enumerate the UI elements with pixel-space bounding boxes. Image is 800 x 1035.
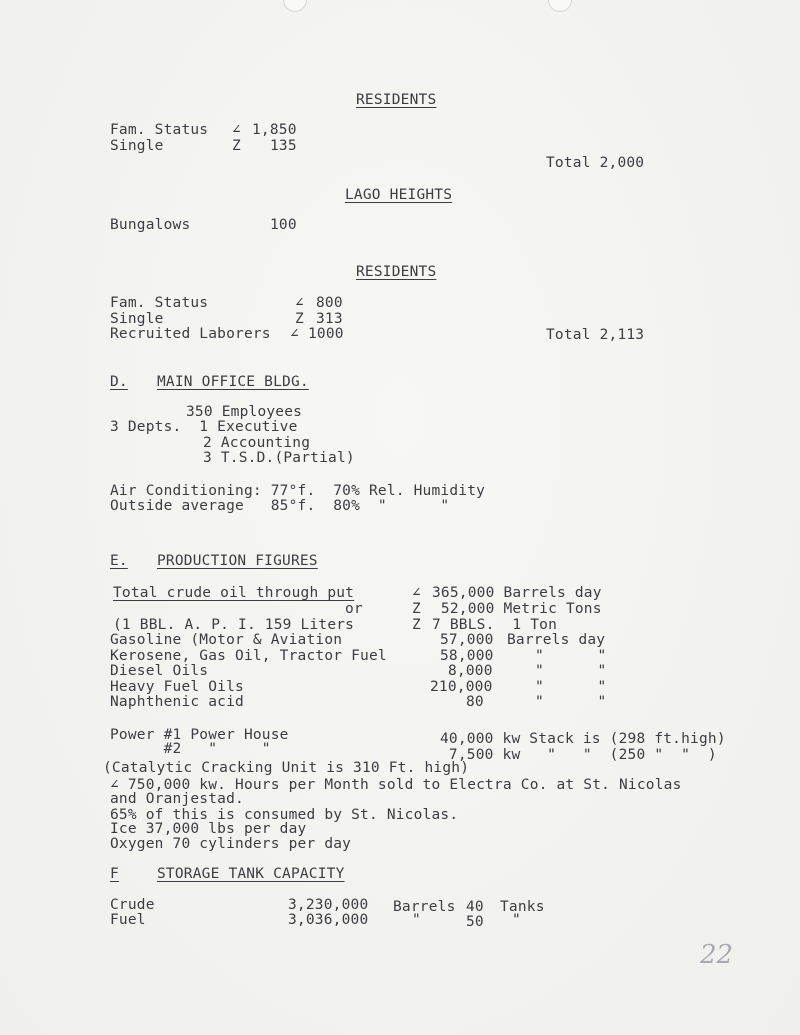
outside-average-line: Outside average 85°f. 80% " " [110, 498, 450, 514]
product-value: 80 [466, 694, 484, 710]
bbl-label: (1 BBL. A. P. I. 159 Liters [113, 617, 355, 633]
residents-row-mark: ∠ [232, 122, 241, 138]
production-mark: Z [412, 617, 421, 633]
residents-row-label: Fam. Status [110, 295, 209, 311]
production-mark: ∠ [412, 585, 421, 601]
section-d-heading: MAIN OFFICE BLDG. [157, 374, 309, 390]
residents-row-value: 313 [316, 311, 343, 327]
residents-row-value: 1,850 [252, 122, 297, 138]
throughput-label: Total crude oil through put [113, 585, 355, 601]
section-e-letter: E. [110, 553, 128, 569]
punch-hole [548, 0, 572, 12]
product-unit: " " [535, 648, 607, 664]
production-note: ∠ 750,000 kw. Hours per Month sold to Electra Co. at St. Nicolas [110, 777, 682, 793]
office-line: 2 Accounting [203, 435, 311, 451]
storage-unit: Barrels [393, 899, 456, 915]
storage-value: 3,230,000 [288, 897, 369, 913]
office-line: 3 Depts. 1 Executive [110, 419, 298, 435]
residents-row-mark: Z [295, 311, 304, 327]
bungalows-value: 100 [270, 217, 297, 233]
storage-name: Fuel [110, 912, 146, 928]
residents-total: Total 2,113 [546, 327, 645, 343]
storage-count: 40 [466, 899, 484, 915]
power-value: 7,500 kw " " (250 " " ) [440, 747, 717, 763]
handwritten-page-number: 22 [700, 940, 734, 970]
residents-total: Total 2,000 [546, 155, 645, 171]
production-note: and Oranjestad. [110, 791, 244, 807]
office-line: 350 Employees [186, 404, 303, 420]
production-line: 52,000 Metric Tons [432, 601, 602, 617]
product-name: Kerosene, Gas Oil, Tractor Fuel [110, 648, 387, 664]
section-d-letter: D. [110, 374, 128, 390]
residents-row-mark: Z [232, 138, 241, 154]
section-f-heading: STORAGE TANK CAPACITY [157, 866, 345, 882]
product-name: Diesel Oils [110, 663, 209, 679]
residents-row-mark: ∠ [290, 326, 299, 342]
residents-row-label: Single [110, 311, 164, 327]
product-value: 210,000 [430, 679, 493, 695]
product-value: 58,000 [440, 648, 494, 664]
product-unit: " " [535, 694, 607, 710]
office-line: 3 T.S.D.(Partial) [203, 450, 355, 466]
power-label: #2 " " [110, 741, 271, 757]
bungalows-label: Bungalows [110, 217, 191, 233]
product-name: Heavy Fuel Oils [110, 679, 244, 695]
production-note: (Catalytic Cracking Unit is 310 Ft. high) [103, 760, 470, 776]
power-value: 40,000 kw Stack is (298 ft.high) [440, 731, 726, 747]
residents-row-value: 135 [270, 138, 297, 154]
production-line: 365,000 Barrels day [432, 585, 602, 601]
production-note: Ice 37,000 lbs per day [110, 821, 307, 837]
lago-heights-heading: LAGO HEIGHTS [345, 187, 453, 203]
product-value: 57,000 [440, 632, 494, 648]
residents-heading: RESIDENTS [356, 264, 437, 280]
residents-row-label: Recruited Laborers [110, 326, 271, 342]
storage-count: 50 [466, 914, 484, 930]
production-note: Oxygen 70 cylinders per day [110, 836, 352, 852]
residents-heading: RESIDENTS [356, 92, 437, 108]
section-f-letter: F [110, 866, 119, 882]
storage-tanks: " [512, 912, 521, 928]
section-e-heading: PRODUCTION FIGURES [157, 553, 318, 569]
residents-row-label: Single [110, 138, 164, 154]
storage-value: 3,036,000 [288, 912, 369, 928]
power-label: Power #1 Power House [110, 727, 289, 743]
storage-name: Crude [110, 897, 155, 913]
storage-unit: " [412, 912, 421, 928]
throughput-or: or [345, 601, 363, 617]
product-unit: " " [535, 679, 607, 695]
product-unit: Barrels day [507, 632, 606, 648]
residents-row-mark: ∠ [295, 295, 304, 311]
product-value: 8,000 [448, 663, 493, 679]
product-unit: " " [535, 663, 607, 679]
product-name: Gasoline (Motor & Aviation [110, 632, 343, 648]
product-name: Naphthenic acid [110, 694, 244, 710]
residents-row-value: 1000 [308, 326, 344, 342]
storage-tanks: Tanks [500, 899, 545, 915]
punch-hole [283, 0, 307, 12]
residents-row-value: 800 [316, 295, 343, 311]
residents-row-label: Fam. Status [110, 122, 209, 138]
production-note: 65% of this is consumed by St. Nicolas. [110, 807, 459, 823]
production-mark: Z [412, 601, 421, 617]
production-line: 7 BBLS. 1 Ton [432, 617, 558, 633]
air-conditioning-line: Air Conditioning: 77°f. 70% Rel. Humidity [110, 483, 486, 499]
